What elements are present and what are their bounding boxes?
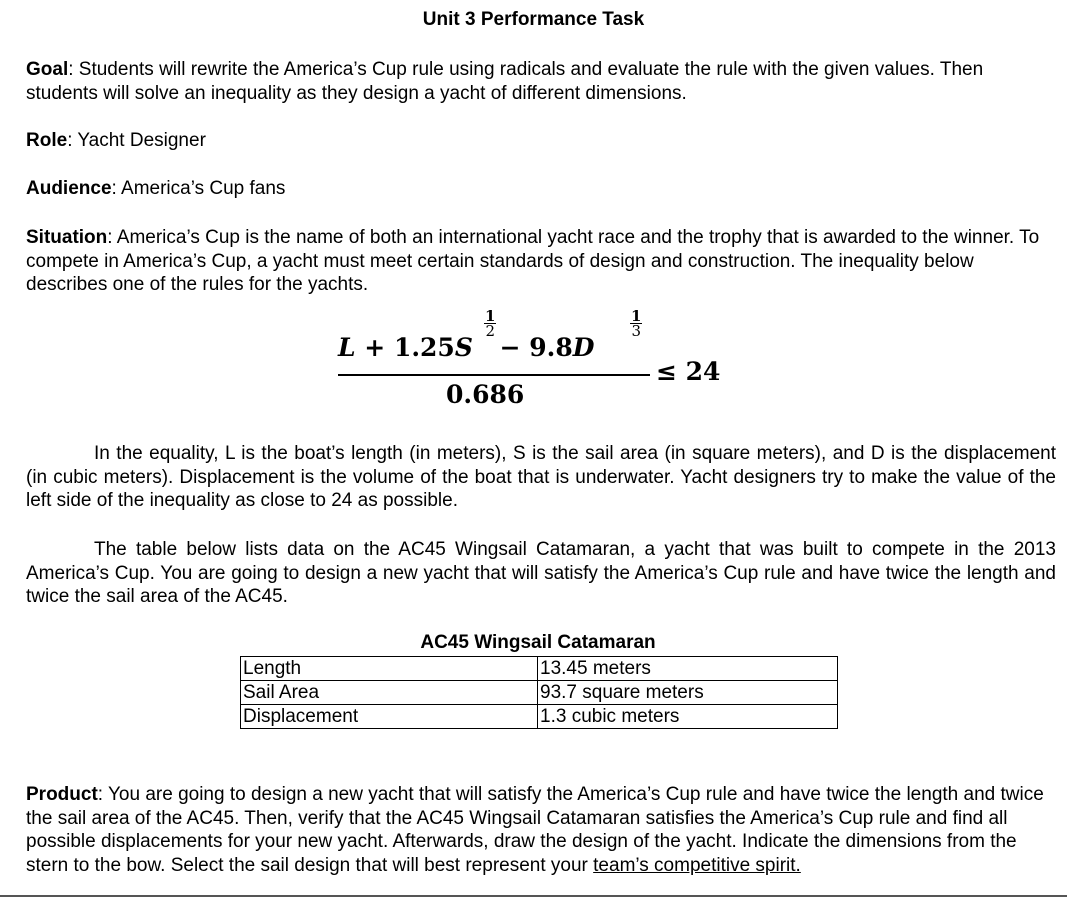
formula-numerator xyxy=(338,333,594,362)
audience-text: : America’s Cup fans xyxy=(111,178,286,199)
formula-denominator: 0.686 xyxy=(446,380,525,409)
exponent-d xyxy=(630,309,642,338)
product-tail: team’s competitive spirit. xyxy=(593,854,801,876)
product-label: Product xyxy=(26,784,98,805)
table-cell-value: 1.3 cubic meters xyxy=(538,705,838,729)
table-row xyxy=(241,681,838,705)
formula-coef-d: 9.8 xyxy=(529,333,573,362)
page-title: Unit 3 Performance Task xyxy=(422,9,645,30)
formula-minus: − xyxy=(490,333,530,362)
table-cell-value: 93.7 square meters xyxy=(538,681,838,705)
role-paragraph xyxy=(26,129,1056,153)
product-text: : You are going to design a new yacht that will satisfy the America’s Cup rule and have twice the length and twice the sail area of the AC45. Then, verify that the AC45 Wingsail Catamaran satisfies the America’s Cup rule and find all possible displacements for your new yacht. Afterwards, draw the design of the yacht. Indicate the dimensions from the stern to the bow. Select the sail design that will best represent your xyxy=(26,784,1044,876)
table-title: AC45 Wingsail Catamaran xyxy=(420,632,656,653)
fraction-bar xyxy=(338,374,650,376)
formula-plus: + xyxy=(355,333,394,362)
role-text: : Yacht Designer xyxy=(67,130,206,151)
goal-text: : Students will rewrite the America’s Cup rule using radicals and evaluate the rule with the given values. Then students will solve an inequality as they design a yacht of different dimensions. xyxy=(26,59,984,104)
table-row xyxy=(241,705,838,729)
situation-label: Situation xyxy=(26,227,108,248)
exponent-d-numerator: 1 xyxy=(631,307,642,325)
formula-var-l: L xyxy=(338,333,356,362)
exponent-s-numerator: 1 xyxy=(485,307,496,325)
formula-var-d: D xyxy=(572,333,595,362)
page-bottom-rule xyxy=(0,895,1067,897)
product-paragraph xyxy=(26,783,1051,877)
exponent-d-denominator: 3 xyxy=(631,322,641,340)
exponent-s xyxy=(484,309,496,338)
role-label: Role xyxy=(26,130,68,151)
audience-label: Audience xyxy=(26,178,112,199)
audience-paragraph xyxy=(26,177,1056,201)
goal-label: Goal xyxy=(26,59,69,80)
situation-paragraph xyxy=(26,226,1056,297)
goal-paragraph xyxy=(26,58,1056,105)
inequality-formula xyxy=(338,305,758,415)
exponent-s-denominator: 2 xyxy=(485,322,495,340)
formula-var-s: S xyxy=(454,333,473,362)
table-cell-value: 13.45 meters xyxy=(538,657,838,681)
formula-coef-s: 1.25 xyxy=(393,333,455,362)
formula-relation: ≤ 24 xyxy=(656,357,721,386)
situation-text: : America’s Cup is the name of both an international yacht race and the trophy that is awarded to the winner. To compete in America’s Cup, a yacht must meet certain standards of design and construction. The inequality below describes one of the rules for the yachts. xyxy=(26,227,1040,295)
yacht-data-table xyxy=(240,656,838,729)
table-row xyxy=(241,657,838,681)
table-cell-label: Length xyxy=(241,657,538,681)
table-cell-label: Sail Area xyxy=(241,681,538,705)
table-cell-label: Displacement xyxy=(241,705,538,729)
table-intro-paragraph: The table below lists data on the AC45 Wingsail Catamaran, a yacht that was built to compete in the 2013 America’s Cup. You are going to design a new yacht that will satisfy the America’s Cup rule and have twice the length and twice the sail area of the AC45. xyxy=(26,539,1056,607)
variables-paragraph: In the equality, L is the boat’s length (in meters), S is the sail area (in square meters), and D is the displacement (in cubic meters). Displacement is the volume of the boat that is underwater. Yacht designers try to make the value of the left side of the inequality as close to 24 as possible. xyxy=(26,443,1056,511)
